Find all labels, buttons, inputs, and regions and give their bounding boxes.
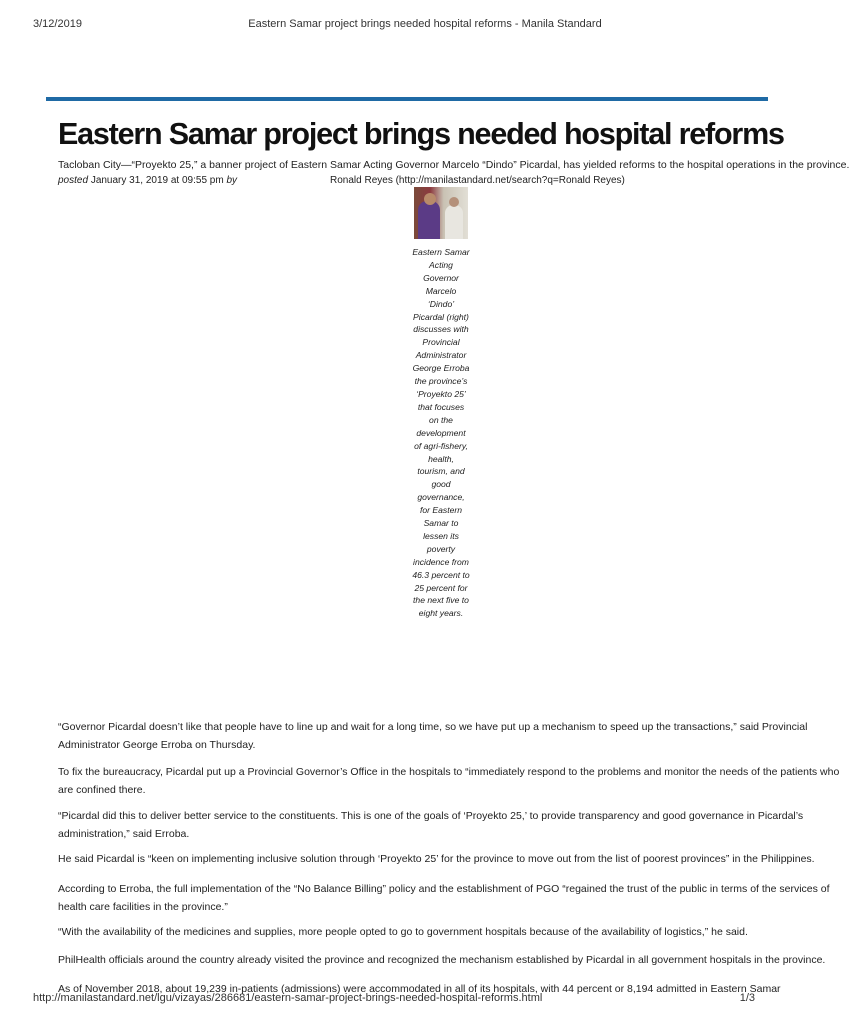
- article-byline: [58, 175, 625, 187]
- paragraph-4: [58, 850, 815, 868]
- photo-head-right: [449, 197, 459, 207]
- author-link[interactable]: Ronald Reyes (http://manilastandard.net/search?q=Ronald Reyes): [330, 175, 625, 186]
- paragraph-line: “Picardal did this to deliver better service to the constituents. This is one of the goals of ‘Proyekto 25,’ to provide transparency and good governance in Picardal’s: [58, 810, 804, 822]
- posted-date: January 31, 2019 at 09:55 pm: [90, 175, 224, 186]
- paragraph-8-cutoff: As of November 2018, about 19,239 in-patients (admissions) were accommodated in all of its hospitals, with 44 percent or 8,194 admitted in Eastern Samar: [58, 983, 781, 995]
- paragraph-5: [58, 880, 830, 916]
- photo-figure-left: [418, 201, 440, 239]
- paragraph-line: administration,” said Erroba.: [58, 828, 190, 840]
- paragraph-7: [58, 951, 826, 969]
- paragraph-3: [58, 807, 804, 843]
- paragraph-line: are confined there.: [58, 784, 146, 796]
- paragraph-1: [58, 718, 808, 754]
- article-lede: Tacloban City—“Proyekto 25,” a banner project of Eastern Samar Acting Governor Marcelo “Dindo” Picardal, has yielded reforms to the hospital operations in the province.: [58, 159, 850, 171]
- photo-head-left: [424, 193, 436, 205]
- paragraph-line: health care facilities in the province.”: [58, 901, 228, 913]
- paragraph-2: [58, 763, 840, 799]
- paragraph-line: PhilHealth officials around the country already visited the province and recognized the mechanism established by Picardal in all government hospitals in the province.: [58, 954, 826, 966]
- paragraph-line: “With the availability of the medicines and supplies, more people opted to go to government hospitals because of the availability of logistics,” he said.: [58, 926, 748, 938]
- posted-label: posted: [58, 175, 89, 186]
- accent-divider: [46, 97, 768, 101]
- footer-page-number: 1/3: [739, 992, 755, 1004]
- article-headline: Eastern Samar project brings needed hospital reforms: [58, 117, 784, 151]
- by-label: by: [226, 175, 238, 186]
- print-date: 3/12/2019: [33, 18, 82, 30]
- print-page-title: Eastern Samar project brings needed hospital reforms - Manila Standard: [248, 18, 602, 30]
- paragraph-line: To fix the bureaucracy, Picardal put up a Provincial Governor’s Office in the hospitals to “immediately respond to the problems and monitor the needs of the patients who: [58, 766, 840, 778]
- photo-figure-right: [445, 205, 463, 239]
- paragraph-line: Administrator George Erroba on Thursday.: [58, 739, 256, 751]
- paragraph-line: He said Picardal is “keen on implementing inclusive solution through ‘Proyekto 25’ for the province to move out from the list of poorest provinces” in the Philippines.: [58, 853, 815, 865]
- paragraph-6: [58, 923, 748, 941]
- photo-caption: Eastern Samar Acting Governor Marcelo ‘Dindo’ Picardal (right) discusses with Provincial Administrator George Erroba the province’s ‘Proyekto 25’ that focuses on the development of agri-fishery, health, tourism, and good governance, for Eastern Samar to lessen its poverty incidence from 46.3 percent to 25 percent for the next five to eight years.: [412, 247, 470, 619]
- article-photo: [414, 187, 468, 239]
- paragraph-line: According to Erroba, the full implementation of the “No Balance Billing” policy and the establishment of PGO “regained the trust of the public in terms of the services of: [58, 883, 830, 895]
- footer-url: http://manilastandard.net/lgu/vizayas/286681/eastern-samar-project-brings-needed-hospital-reforms.html: [33, 992, 543, 1004]
- paragraph-line: “Governor Picardal doesn’t like that people have to line up and wait for a long time, so we have put up a mechanism to speed up the transactions,” said Provincial: [58, 721, 808, 733]
